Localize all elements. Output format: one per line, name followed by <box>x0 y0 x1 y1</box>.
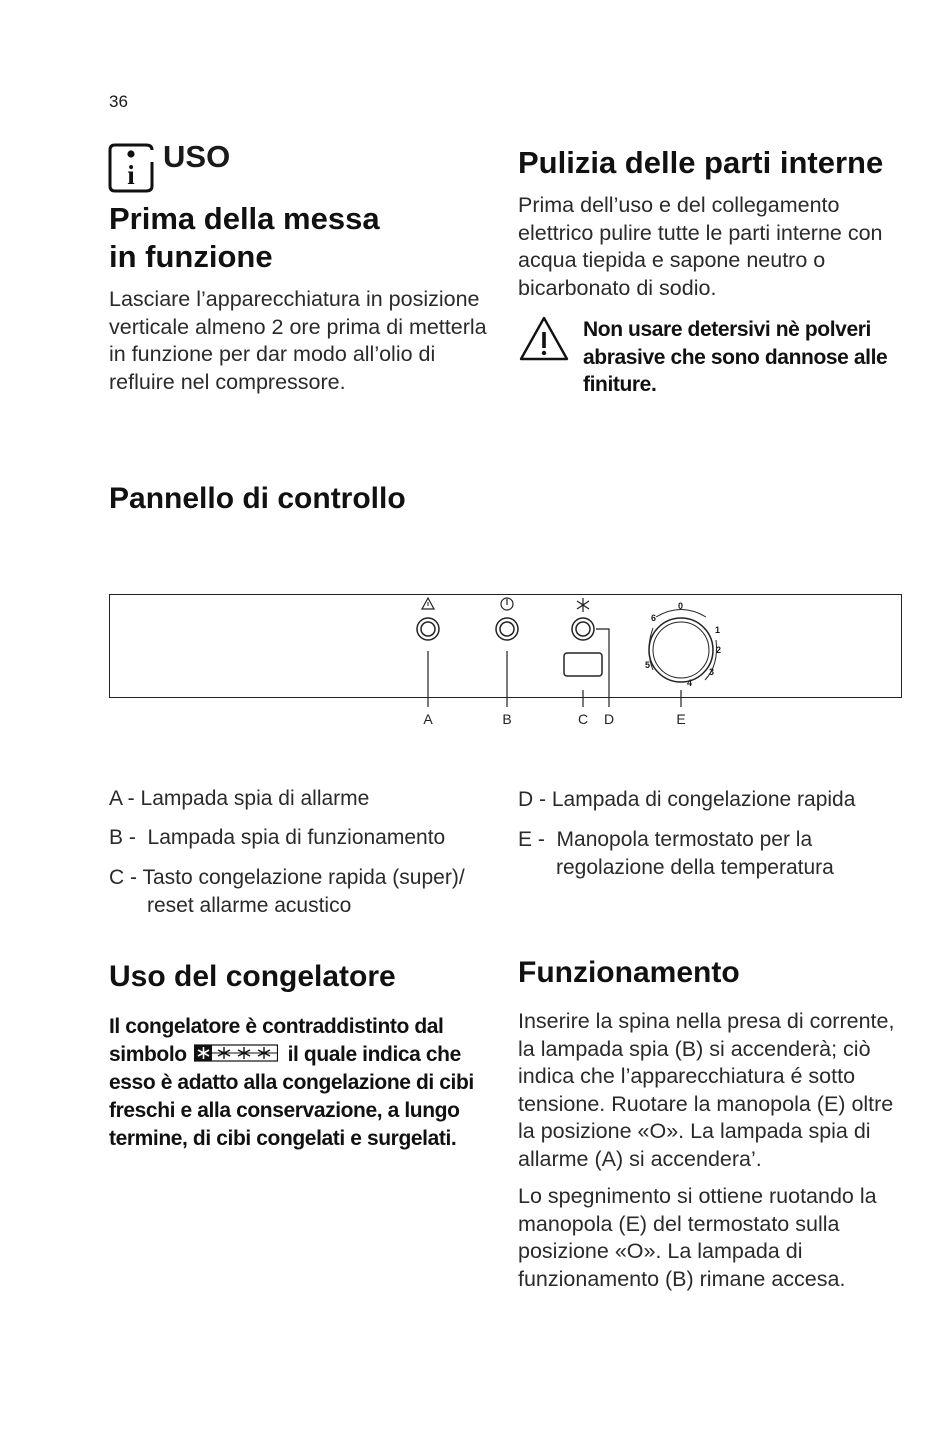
pulizia-text: Prima dell’uso e del collegamento elettrico pulire tutte le parti interne con acqua tiepida e sapone neutro o bicarbonato di sodio. <box>518 193 883 300</box>
page-number: 36 <box>109 92 128 111</box>
legend-item-b: B - Lampada spia di funzionamento <box>109 826 446 849</box>
uso-title: USO <box>163 139 231 174</box>
uso-congelatore-title: Uso del congelatore <box>109 960 396 993</box>
alarm-lamp-a <box>417 598 439 707</box>
warning-text: Non usare detersivi nè polveri abrasive che sono dannose alle finiture. <box>583 318 888 396</box>
panel-letter-a: A <box>423 711 433 727</box>
control-panel-title: Pannello di controllo <box>109 482 406 515</box>
dial-number-3: 3 <box>709 667 715 677</box>
dial-number-0: 0 <box>678 601 684 611</box>
dial-number-4: 4 <box>687 678 693 688</box>
legend-item-a: A - Lampada spia di allarme <box>109 787 370 810</box>
funzionamento-paragraph-1: Inserire la spina nella presa di corrente, la lampada spia (B) si accenderà; ciò indica che l’apparecchiatura é sotto tensione. Ruotare la manopola (E) oltre la posizione «O». La lampada spia di allarme (A) si accendera’. <box>518 1009 895 1171</box>
panel-letter-e: E <box>676 711 686 727</box>
funzionamento-title: Funzionamento <box>518 956 740 989</box>
four-star-freezer-icon <box>194 1044 278 1062</box>
power-lamp-b <box>496 598 518 707</box>
prima-messa-title: Prima della messa in funzione <box>109 201 380 274</box>
dial-number-5: 5 <box>645 660 651 670</box>
dial-number-2: 2 <box>716 645 722 655</box>
thermostat-dial-e <box>649 610 717 708</box>
dial-number-6: 6 <box>651 613 657 623</box>
dial-number-1: 1 <box>715 625 721 635</box>
legend-item-d: D - Lampada di congelazione rapida <box>518 788 856 811</box>
panel-letter-b: B <box>502 711 512 727</box>
panel-letter-d: D <box>603 711 615 727</box>
legend-item-e: E - Manopola termostato per la regolazione della temperatura <box>518 828 834 879</box>
fast-freeze-button-c <box>564 653 602 707</box>
pulizia-title: Pulizia delle parti interne <box>518 145 884 180</box>
svg-text:i: i <box>127 160 135 190</box>
panel-letter-c: C <box>577 711 589 727</box>
legend-item-c: C - Tasto congelazione rapida (super)/ reset allarme acustico <box>109 866 465 917</box>
funzionamento-paragraph-2: Lo spegnimento si ottiene ruotando la manopola (E) del termostato sulla posizione «O». La lampada di funzionamento (B) rimane accesa. <box>518 1184 877 1291</box>
prima-messa-text: Lasciare l’apparecchiatura in posizione verticale almeno 2 ore prima di metterla in funzione per dar modo all’olio di refluire nel compressore. <box>109 287 487 394</box>
uso-congelatore-text: Il congelatore è contraddistinto dal simbolo il quale indica che esso è adatto alla congelazione di cibi freschi e alla conservazione, a lungo termine, di cibi congelati e surgelati. <box>109 1015 474 1150</box>
